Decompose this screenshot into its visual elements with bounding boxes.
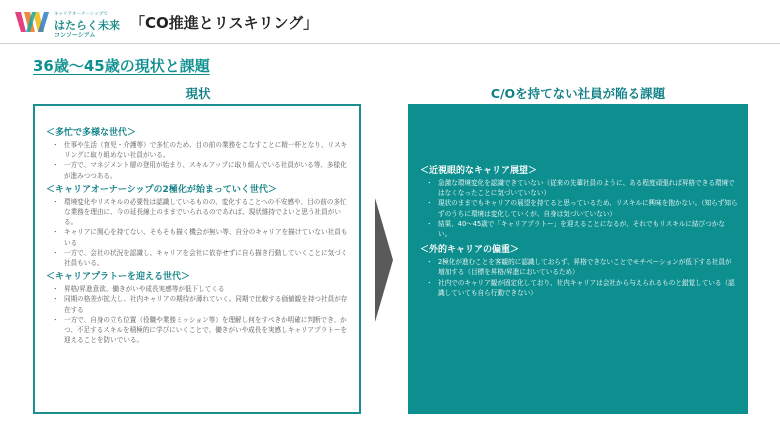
list-item: ・ 同期の格差が拡大し、社内キャリアの期待が薄れていく。同期で比較する価値観を持つ社員が存在する [56,294,351,314]
current-state-panel [33,104,361,414]
header-divider [0,43,780,44]
group-title: ＜近視眼的なキャリア展望＞ [420,166,538,176]
chevron-right-icon [375,198,393,322]
group-title: ＜キャリアプラトーを迎える世代＞ [46,272,191,283]
group-polarization-generation [46,184,351,268]
group-busy-generation [46,127,351,181]
group-title: ＜多忙で多様な世代＞ [46,128,137,138]
list-item: ・ 環境変化やリスキルの必要性は認識しているものの、変化することへの不安感や、目の前の多忙な業務を理由に、今の延長線上のままでいられるのであれば、現状維持でよいと思う社員がいる。 [56,197,351,228]
list-item: ・ 急激な環境変化を認識できていない（従来の先輩社員のように、ある程度頑張れば昇格できる環境ではなくなったことに気づいていない） [430,178,738,198]
group-title: ＜キャリアオーナーシップの2極化が始まっていく世代＞ [46,184,277,195]
logo-subname: コンソーシアム [54,32,96,39]
logo-w-mark-icon [14,8,50,38]
group-title: ＜外的キャリアの偏重＞ [420,245,520,256]
section-title: 36歳～45歳の現状と課題 [33,57,210,75]
issues-panel [408,104,748,414]
list-item: ・ 結果、40～45歳で「キャリアプラトー」を迎えることになるが、それでもリスキルに結びつかない。 [430,219,738,239]
slide-title: 「CO推進とリスキリング」 [130,14,319,32]
current-state-heading: 現状 [185,86,211,101]
group-plateau-generation [46,271,351,345]
list-item: ・ 現状のままでもキャリアの展望を持てると思っているため、リスキルに興味を抱かない。（知らず知らずのうちに環境は変化していくが、自身は気づいていない） [430,198,738,218]
list-item: ・ 一方で、会社の状況を認識し、キャリアを会社に依存せずに自ら描き行動していくことに気づく社員もいる。 [56,248,351,268]
list-item: ・ キャリアに関心を持てない、そもそも描く機会が無い等、自分のキャリアを描けていない社員もいる [56,227,351,247]
list-item: ・ 昇格/昇進意欲、働きがいや成長実感等が低下してくる [56,284,351,294]
issues-heading: C/Oを持てない社員が陥る課題 [490,86,666,101]
list-item: ・ 一方で、自身の立ち位置（役職や業務ミッション等）を理解し何をすべきか明確に判断でき、かつ、不足するスキルを積極的に学びにいくことで、働きがいや成長を実感しキャリアプラトーを迎えることを防いでいる。 [56,315,351,346]
list-item: ・ 社内でのキャリア観が固定化しており、社内キャリアは会社から与えられるものと錯覚している（認識していても自ら行動できない） [430,278,738,298]
logo-tagline: キャリアオーナーシップで [54,12,108,17]
group-external-career-bias [420,244,738,298]
group-short-sighted-outlook [420,165,738,239]
list-item: ・ 2極化が進むことを客観的に認識しておらず、昇格できないことでモチベーションが低下する社員が増加する（目標を昇格/昇進においているため） [430,257,738,277]
list-item: ・ 仕事や生活（育児・介護等）で多忙のため、目の前の業務をこなすことに精一杯となり、リスキリングに取り組めない社員がいる。 [56,140,351,160]
list-item: ・ 一方で、マネジメント層の登用が始まり、スキルアップに取り組んでいる社員がいる等、多様化が進みつつある。 [56,160,351,180]
logo-name: はたらく未来 [54,19,120,32]
